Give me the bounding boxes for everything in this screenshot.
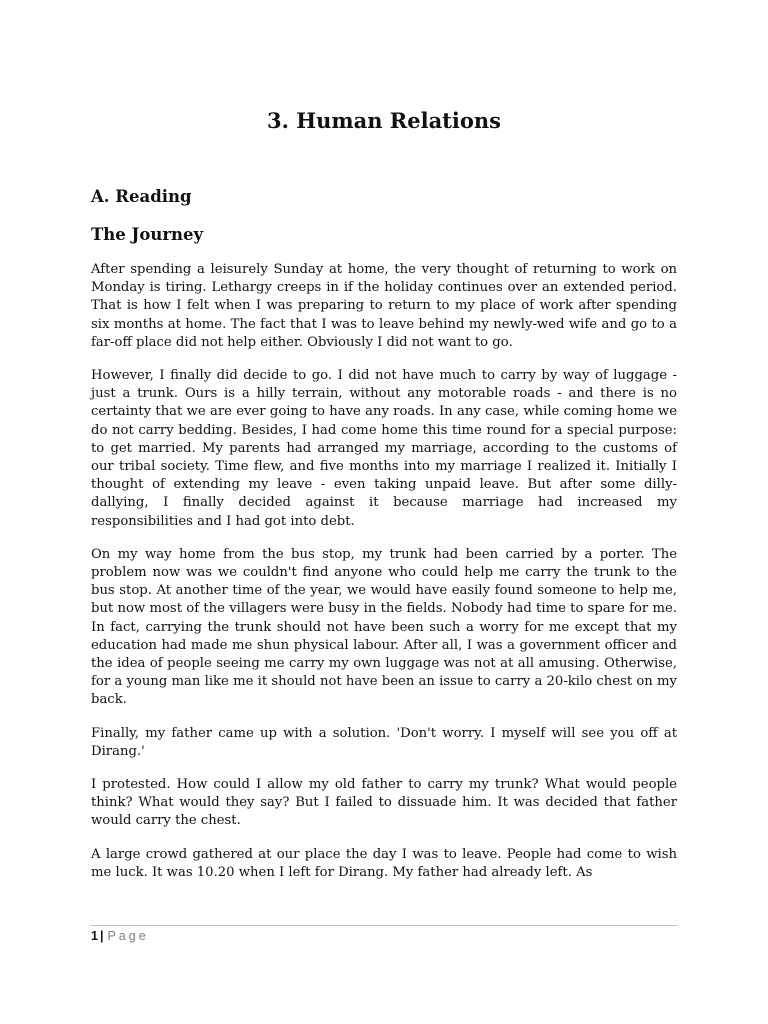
paragraph-6: A large crowd gathered at our place the day I was to leave. People had come to wish me luck. It was 10.20 when I left for Dirang. My father had already left. As [91, 846, 677, 880]
page-footer [91, 925, 677, 943]
story-title: The Journey [91, 225, 204, 244]
paragraph-3: On my way home from the bus stop, my trunk had been carried by a porter. The problem now was we couldn't find anyone who could help me carry the trunk to the bus stop. At another time of the year, we would have easily found someone to help me, but now most of the villagers were busy in the fields. Nobody had time to spare for me. In fact, carrying the trunk should not have been such a worry for me except that my education had made me shun physical labour. After all, I was a government officer and the idea of people seeing me carry my own luggage was not at all amusing. Otherwise, for a young man like me it should not have been an issue to carry a 20-kilo chest on my back. [91, 546, 677, 708]
chapter-title: 3. Human Relations [267, 108, 501, 133]
body-text [91, 261, 677, 897]
page-label: Page [107, 929, 149, 943]
paragraph-4: Finally, my father came up with a solution. 'Don't worry. I myself will see you off at Dirang.' [91, 725, 677, 759]
paragraph-2: However, I finally did decide to go. I did not have much to carry by way of luggage - just a trunk. Ours is a hilly terrain, without any motorable roads - and there is no certainty that we are ever going to have any roads. In any case, while coming home we do not carry bedding. Besides, I had come home this time round for a special purpose: to get married. My parents had arranged my marriage, according to the customs of our tribal society. Time flew, and five months into my marriage I realized it. Initially I thought of extending my leave - even taking unpaid leave. But after some dilly-dallying, I finally decided against it because marriage had increased my responsibilities and I had got into debt. [91, 368, 677, 529]
page-number: 1 [91, 929, 98, 943]
paragraph-1: After spending a leisurely Sunday at home, the very thought of returning to work on Monday is tiring. Lethargy creeps in if the holiday continues over an extended period. That is how I felt when I was preparing to return to my place of work after spending six months at home. The fact that I was to leave behind my newly-wed wife and go to a far-off place did not help either. Obviously I did not want to go. [91, 262, 677, 350]
section-heading: A. Reading [91, 187, 192, 206]
footer-separator: | [99, 929, 104, 943]
paragraph-5: I protested. How could I allow my old father to carry my trunk? What would people think? What would they say? But I failed to dissuade him. It was decided that father would carry the chest. [91, 777, 677, 829]
